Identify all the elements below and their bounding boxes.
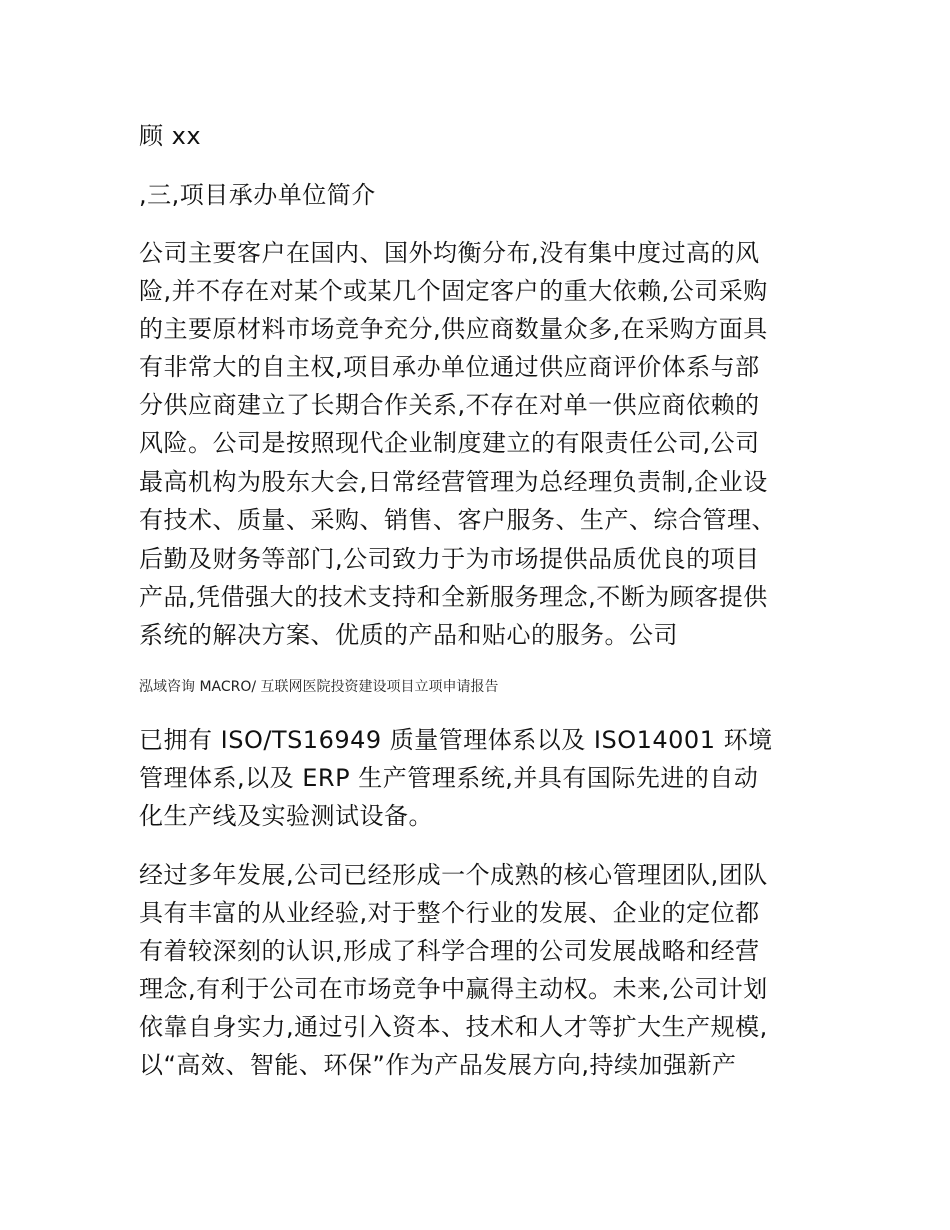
text-line: 分供应商建立了长期合作关系,不存在对单一供应商依赖的 <box>139 391 760 419</box>
text-line: 顾 xx <box>139 122 202 150</box>
text-line: 有着较深刻的认识,形成了科学合理的公司发展战略和经营 <box>139 937 760 965</box>
text-line: 具有丰富的从业经验,对于整个行业的发展、企业的定位都 <box>139 899 760 927</box>
text-line: 经过多年发展,公司已经形成一个成熟的核心管理团队,团队 <box>139 861 768 889</box>
text-line: 最高机构为股东大会,日常经营管理为总经理负责制,企业设 <box>139 468 768 496</box>
text-line: 有非常大的自主权,项目承办单位通过供应商评价体系与部 <box>139 353 760 381</box>
text-line: 已拥有 ISO/TS16949 质量管理体系以及 ISO14001 环境 <box>139 726 773 754</box>
text-line: 化生产线及实验测试设备。 <box>139 802 433 830</box>
text-line: 依靠自身实力,通过引入资本、技术和人才等扩大生产规模, <box>139 1013 768 1041</box>
text-line: 理念,有利于公司在市场竞争中赢得主动权。未来,公司计划 <box>139 975 768 1003</box>
page-footer: 泓域咨询 MACRO/ 互联网医院投资建设项目立项申请报告 <box>139 679 499 695</box>
text-line: 公司主要客户在国内、国外均衡分布,没有集中度过高的风 <box>139 239 760 267</box>
text-line: 产品,凭借强大的技术支持和全新服务理念,不断为顾客提供 <box>139 583 768 611</box>
text-line: 后勤及财务等部门,公司致力于为市场提供品质优良的项目 <box>139 545 760 573</box>
text-line: 以“高效、智能、环保”作为产品发展方向,持续加强新产 <box>139 1051 737 1079</box>
text-line: 风险。公司是按照现代企业制度建立的有限责任公司,公司 <box>139 429 760 457</box>
text-line: 险,并不存在对某个或某几个固定客户的重大依赖,公司采购 <box>139 277 768 305</box>
text-line: 有技术、质量、采购、销售、客户服务、生产、综合管理、 <box>139 506 776 534</box>
section-heading: ,三,项目承办单位简介 <box>139 181 376 209</box>
text-line: 管理体系,以及 ERP 生产管理系统,并具有国际先进的自动 <box>139 764 759 792</box>
text-line: 的主要原材料市场竞争充分,供应商数量众多,在采购方面具 <box>139 315 768 343</box>
text-line: 系统的解决方案、优质的产品和贴心的服务。公司 <box>139 621 678 649</box>
